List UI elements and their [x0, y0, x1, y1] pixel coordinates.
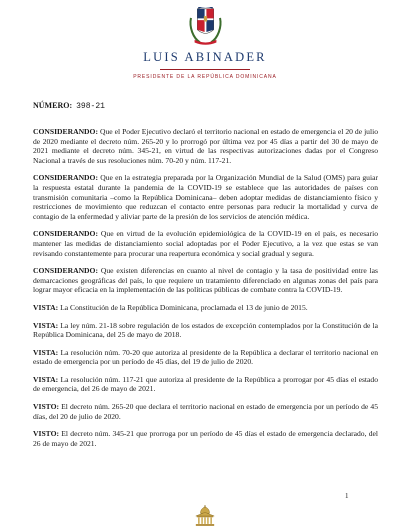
paragraph-keyword: VISTA:	[33, 374, 59, 384]
paragraph-text: La Constitución de la República Dominicana, proclamada el 13 de junio de 2015.	[60, 302, 308, 312]
paragraph	[33, 375, 378, 394]
paragraph-text: La resolución núm. 70-20 que autoriza al presidente de la República a declarar el territorio nacional en estado de emergencia por un período de 45 días, del 19 de julio de 2020.	[33, 347, 378, 367]
paragraph	[33, 402, 378, 421]
paragraph-keyword: VISTA:	[33, 320, 59, 330]
paragraph-text: Que en virtud de la evolución epidemiológica de la COVID-19 en el país, es necesario mantener las medidas de distanciamiento social adoptadas por el Poder Ejecutivo, a la vez que estas se van revisando constantemente para procurar una reapertura económica y social gradual y segura.	[33, 229, 378, 258]
header-divider	[160, 69, 250, 70]
paragraph	[33, 127, 378, 165]
document-body	[33, 127, 378, 456]
paragraph	[33, 348, 378, 367]
paragraph-keyword: VISTA:	[33, 302, 59, 312]
paragraph-keyword: VISTO:	[33, 429, 60, 439]
paragraph	[33, 303, 378, 313]
paragraph-text: Que en la estrategia preparada por la Organización Mundial de la Salud (OMS) para guiar la respuesta estatal durante la pandemia de la COVID-19 se establece que las autoridades de países con transmisión comunitaria –como la República Dominicana– deben adoptar medidas de distanciamiento físico y restricciones de movimiento que reduzcan el contacto entre personas para reducir la mortalidad y curva de contagio de la enfermedad y aliviar parte de la presión de los servicios de atención médica.	[33, 173, 378, 221]
document-number-value: 398-21	[76, 102, 105, 111]
paragraph	[33, 173, 378, 221]
paragraph	[33, 429, 378, 448]
document-number-label: NÚMERO:	[33, 101, 73, 110]
national-palace-emblem-icon	[194, 505, 216, 527]
paragraph	[33, 321, 378, 340]
paragraph-keyword: CONSIDERANDO:	[33, 266, 98, 276]
paragraph-text: El decreto núm. 265-20 que declara el territorio nacional en estado de emergencia por un período de 45 días, del 20 de julio de 2020.	[33, 402, 378, 421]
paragraph-text: El decreto núm. 345-21 que prorroga por un período de 45 días el estado de emergencia declarado, del 26 de mayo de 2021.	[33, 429, 378, 448]
paragraph-text: Que el Poder Ejecutivo declaró el territorio nacional en estado de emergencia el 20 de julio de 2020 mediante el decreto núm. 265-20 y lo prorrogó por última vez por 45 días a partir del 30 de mayo de 2021 mediante el decreto núm. 345-21, en virtud de las respectivas autorizaciones dadas por el Congreso Nacional a través de sus resoluciones núm. 70-20 y núm. 117-21.	[33, 127, 379, 165]
paragraph-text: Que existen diferencias en cuanto al nivel de contagio y la tasa de positividad entre las demarcaciones geográficas del país, lo que requiere un tratamiento diferenciado en algunas zonas del país para lograr mayor eficacia en la implementación de las políticas públicas de combate contra la COVID-19.	[33, 266, 378, 295]
paragraph-keyword: VISTA:	[33, 347, 59, 357]
paragraph	[33, 229, 378, 258]
paragraph-keyword: CONSIDERANDO:	[33, 229, 98, 239]
document-number	[33, 101, 105, 111]
coat-of-arms-seal-icon	[187, 7, 224, 47]
header-name: LUIS ABINADER	[143, 50, 267, 64]
page-number: 1	[345, 492, 349, 500]
paragraph	[33, 266, 378, 295]
paragraph-text: La ley núm. 21-18 sobre regulación de los estados de excepción contemplados por la Constitución de la República Dominicana, del 25 de mayo de 2018.	[33, 320, 378, 340]
paragraph-keyword: CONSIDERANDO:	[33, 173, 98, 183]
paragraph-text: La resolución núm. 117-21 que autoriza al presidente de la República a prorrogar por 45 días el estado de emergencia, del 26 de mayo de 2021.	[33, 374, 378, 394]
paragraph-keyword: CONSIDERANDO:	[33, 127, 98, 136]
header-subtitle: PRESIDENTE DE LA REPÚBLICA DOMINICANA	[133, 74, 277, 80]
paragraph-keyword: VISTO:	[33, 402, 60, 412]
